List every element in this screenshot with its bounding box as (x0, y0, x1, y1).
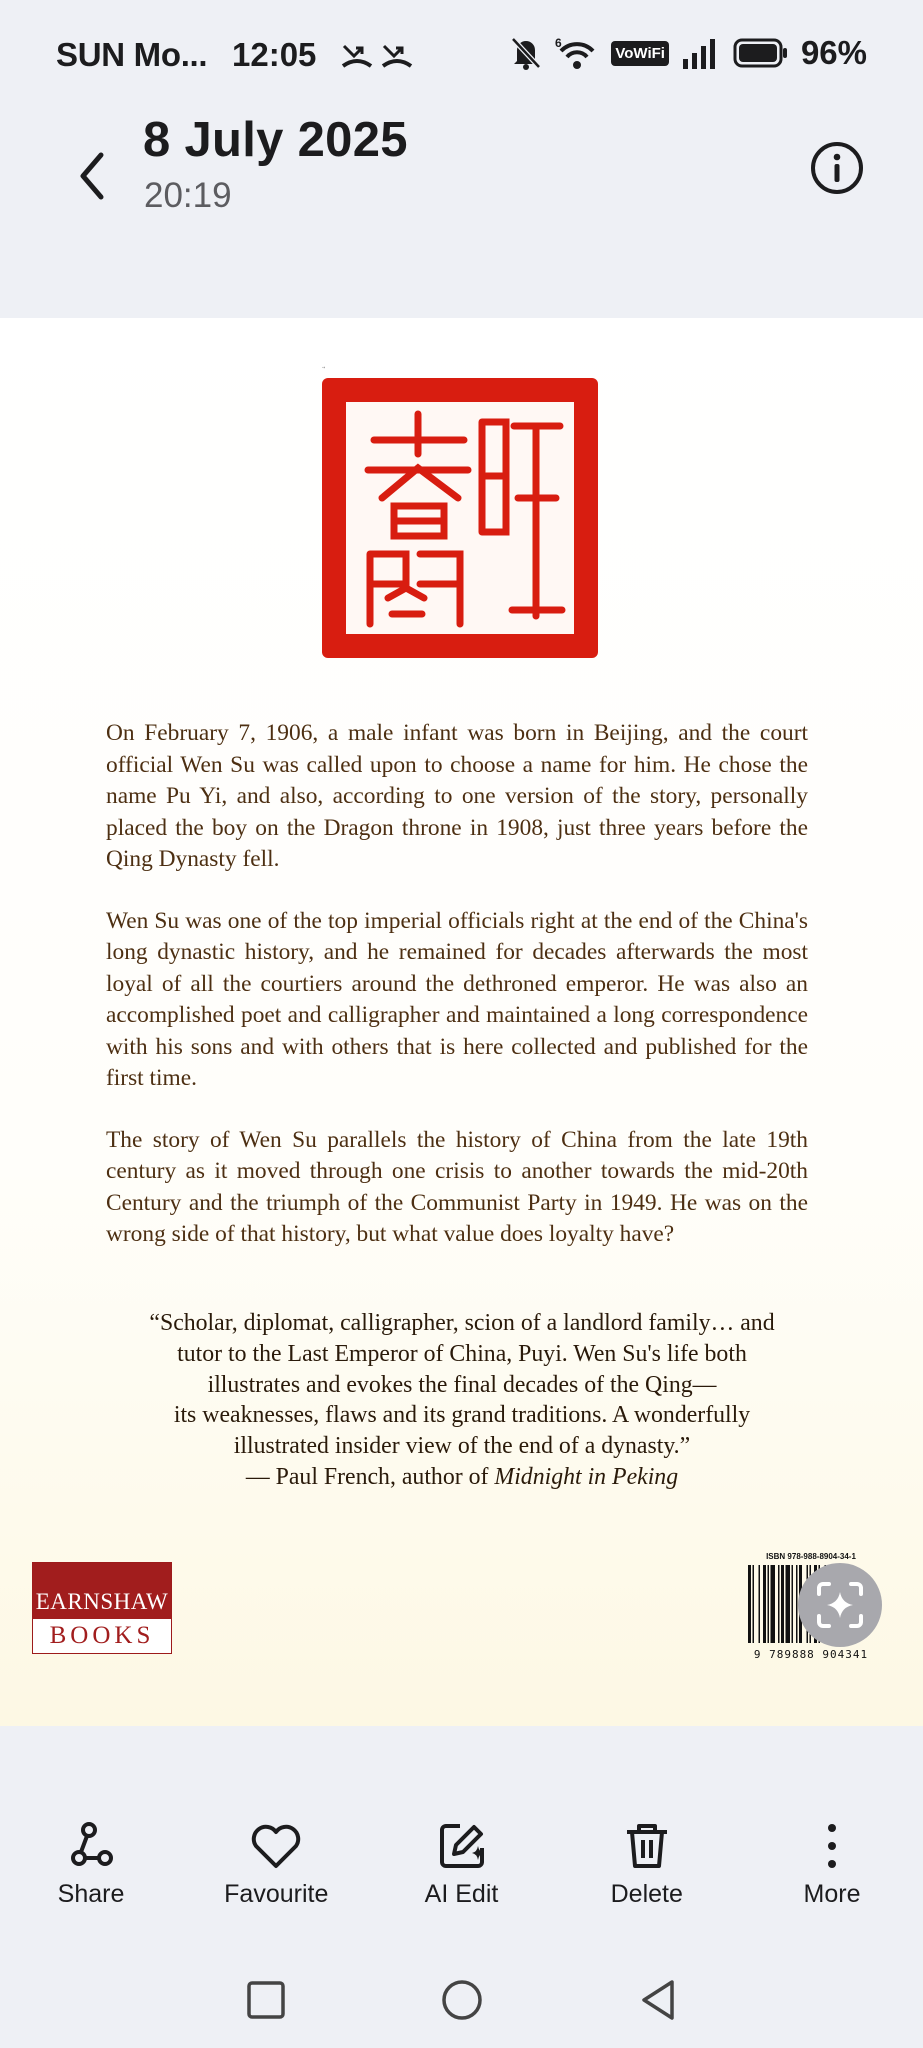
ai-sparkle-scan-icon (815, 1580, 865, 1630)
favourite-button[interactable] (205, 1726, 347, 1926)
barcode-digits: 9 789888 904341 (753, 1648, 869, 1661)
isbn-label: ISBN 978-988-8904-34-1 (766, 1552, 856, 1561)
missed-call-icon (380, 40, 414, 70)
signal-icon (681, 37, 721, 69)
back-arrow-icon (77, 151, 107, 201)
endorsement-quote (106, 1308, 818, 1493)
back-triangle-icon[interactable] (636, 1978, 680, 2022)
blurb-paragraph: On February 7, 1906, a male infant was born in Beijing, and the court official Wen Su was called upon to choose a name for him. He chose the name Pu Yi, and also, according to one version of the story, personally placed the boy on the Dragon throne in 1908, just three years before the Qing Dynasty fell. (106, 720, 808, 872)
back-cover-blurb (106, 718, 808, 1281)
ai-scan-button[interactable] (798, 1563, 882, 1647)
favourite-label: Favourite (224, 1880, 329, 1908)
barcode-bar (768, 1565, 770, 1643)
share-label: Share (57, 1880, 125, 1908)
photo-date: 8 July 2025 (143, 113, 408, 167)
bottom-toolbar (0, 1726, 923, 1926)
attribution-text: — Paul French, author of (245, 1463, 495, 1490)
missed-call-icon (340, 40, 374, 70)
clock: 12:05 (232, 36, 317, 73)
carrier-name: SUN Mo... (56, 36, 208, 73)
system-icons (509, 34, 867, 72)
photo-time: 20:19 (144, 176, 232, 215)
attribution-book-title: Midnight in Peking (494, 1463, 679, 1490)
barcode-bar (792, 1565, 794, 1643)
barcode-bar (781, 1565, 784, 1643)
more-label: More (803, 1880, 861, 1908)
wifi-6-icon (555, 35, 599, 71)
publisher-logo (32, 1562, 172, 1654)
barcode-bar (771, 1565, 776, 1643)
trash-icon (619, 1818, 675, 1874)
photo-view[interactable] (0, 318, 923, 1726)
barcode-bar (786, 1565, 791, 1643)
barcode-bar (753, 1565, 755, 1643)
delete-label: Delete (610, 1880, 683, 1908)
share-button[interactable] (20, 1726, 162, 1926)
share-icon (63, 1818, 119, 1874)
delete-button[interactable] (576, 1726, 718, 1926)
blurb-paragraph: Wen Su was one of the top imperial officials right at the end of the China's long dynastic history, and he remained for decades afterwards the most loyal of all the courtiers around the dethroned emperor. He was also an accomplished poet and calligrapher and maintained a long correspondence with his sons and with others that is here collected and published for the first time. (106, 907, 808, 1091)
publisher-name-bottom: BOOKS (49, 1622, 155, 1649)
seal-glyphs: 旺春閣 (322, 368, 325, 369)
barcode-bar (778, 1565, 780, 1643)
more-vertical-icon (804, 1818, 860, 1874)
notification-icons (340, 40, 414, 70)
quote-line: its weaknesses, flaws and its grand traditions. A wonderfully (173, 1402, 751, 1429)
silent-bell-icon (509, 35, 543, 71)
system-nav-bar (0, 1960, 923, 2048)
red-seal-stamp (322, 368, 598, 658)
battery-icon (733, 38, 789, 68)
home-circle-icon[interactable] (440, 1978, 484, 2022)
barcode-bar (748, 1565, 751, 1643)
publisher-name-top: EARNSHAW (33, 1563, 171, 1619)
heart-icon (248, 1818, 304, 1874)
ai-edit-icon (434, 1818, 490, 1874)
quote-line: “Scholar, diplomat, calligrapher, scion of a landlord family… and (149, 1310, 775, 1336)
more-button[interactable] (761, 1726, 903, 1926)
blurb-paragraph: The story of Wen Su parallels the history of China from the late 19th century as it moved through one crisis to another towards the mid-20th Century and the triumph of the Communist Party in 1949. He was on the wrong side of that history, but what value does loyalty have? (106, 1126, 808, 1247)
barcode-bar (763, 1565, 766, 1643)
ai-edit-label: AI Edit (424, 1880, 499, 1908)
quote-attribution (106, 1462, 818, 1493)
vowifi-badge: VoWiFi (611, 41, 669, 66)
ai-edit-button[interactable] (391, 1726, 533, 1926)
status-bar (0, 0, 923, 112)
viewer-header (0, 112, 923, 317)
recents-square-icon[interactable] (244, 1978, 288, 2022)
barcode-bar (759, 1565, 761, 1643)
info-icon[interactable] (809, 140, 865, 196)
svg-text:6: 6 (555, 36, 563, 50)
back-button[interactable] (62, 136, 122, 216)
quote-line: illustrated insider view of the end of a dynasty.” (233, 1433, 691, 1460)
battery-percent: 96% (800, 34, 867, 71)
quote-line: illustrates and evokes the final decades of the Qing— (207, 1371, 717, 1398)
quote-line: tutor to the Last Emperor of China, Puyi. Wen Su's life both (177, 1340, 747, 1367)
